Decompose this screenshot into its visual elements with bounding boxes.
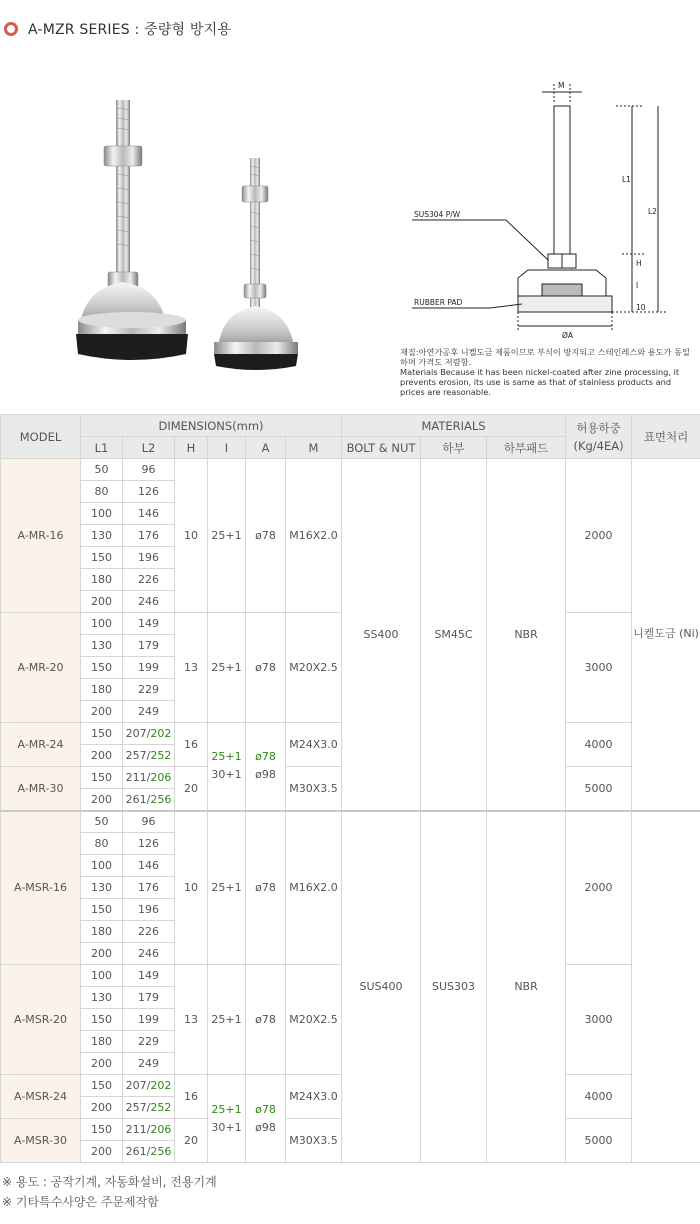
cell-l2: 126	[123, 833, 175, 855]
cell-l1: 150	[81, 547, 123, 569]
cell-l1: 50	[81, 811, 123, 833]
cell-l2: 146	[123, 503, 175, 525]
cell-model: A-MR-30	[1, 767, 81, 811]
cell-i: 25+1 30+1	[208, 723, 246, 811]
footnote-custom: ※ 기타특수사양은 주문제작함	[2, 1195, 159, 1209]
cell-model: A-MR-16	[1, 459, 81, 613]
cell-l2: 179	[123, 635, 175, 657]
cell-l1: 200	[81, 1141, 123, 1163]
drawing-label-sus: SUS304 P/W	[414, 210, 461, 219]
header-bolt: BOLT & NUT	[342, 437, 421, 459]
product-photo	[0, 62, 380, 392]
cell-l2: 226	[123, 921, 175, 943]
cell-h: 13	[175, 965, 208, 1075]
cell-model: A-MSR-20	[1, 965, 81, 1075]
cell-l2: 249	[123, 701, 175, 723]
cell-l2: 176	[123, 525, 175, 547]
cell-l1: 130	[81, 635, 123, 657]
cell-h: 20	[175, 767, 208, 811]
cell-l1: 200	[81, 591, 123, 613]
cell-l2: 211/206	[123, 1119, 175, 1141]
cell-l1: 150	[81, 657, 123, 679]
header-a: A	[246, 437, 286, 459]
cell-l2: 96	[123, 811, 175, 833]
cell-m: M30X3.5	[286, 767, 342, 811]
cell-i: 25+1 30+1	[208, 1075, 246, 1163]
drawing-label-h: H	[636, 259, 642, 268]
drawing-label-l1: L1	[622, 175, 631, 184]
cell-a: ø78	[246, 965, 286, 1075]
cell-surface-empty	[632, 811, 700, 1163]
cell-l1: 130	[81, 877, 123, 899]
cell-l1: 200	[81, 745, 123, 767]
cell-l2: 261/256	[123, 789, 175, 811]
material-note-en: Materials Because it has been nickel-coated after zine processing, it prevents erosion, its use is same as that of stainless products and prices are reasonable.	[400, 367, 680, 397]
cell-h: 20	[175, 1119, 208, 1163]
cell-pad: NBR	[487, 459, 566, 811]
cell-l2: 226	[123, 569, 175, 591]
cell-l2: 199	[123, 657, 175, 679]
cell-m: M20X2.5	[286, 965, 342, 1075]
cell-load: 5000	[566, 1119, 632, 1163]
cell-a: ø78 ø98	[246, 723, 286, 811]
cell-l2: 196	[123, 899, 175, 921]
cell-l2: 207/202	[123, 723, 175, 745]
drawing-label-rubber: RUBBER PAD	[414, 298, 463, 307]
material-note	[400, 347, 690, 397]
cell-m: M30X3.5	[286, 1119, 342, 1163]
footnotes	[2, 1172, 217, 1212]
cell-h: 13	[175, 613, 208, 723]
page-title: A-MZR SERIES : 중량형 방지용	[28, 22, 232, 38]
cell-a: ø78 ø98	[246, 1075, 286, 1163]
drawing-label-l2: L2	[648, 207, 657, 216]
cell-m: M16X2.0	[286, 459, 342, 613]
cell-l2: 229	[123, 1031, 175, 1053]
cell-l1: 50	[81, 459, 123, 481]
cell-model: A-MSR-24	[1, 1075, 81, 1119]
cell-l2: 146	[123, 855, 175, 877]
header-i: I	[208, 437, 246, 459]
cell-l1: 180	[81, 569, 123, 591]
cell-l1: 200	[81, 1097, 123, 1119]
cell-model: A-MR-24	[1, 723, 81, 767]
cell-l1: 200	[81, 1053, 123, 1075]
cell-l2: 149	[123, 613, 175, 635]
cell-m: M20X2.5	[286, 613, 342, 723]
cell-l2: 179	[123, 987, 175, 1009]
cell-l1: 100	[81, 965, 123, 987]
cell-l1: 180	[81, 921, 123, 943]
cell-l2: 257/252	[123, 745, 175, 767]
cell-a: ø78	[246, 613, 286, 723]
cell-l2: 249	[123, 1053, 175, 1075]
page-header	[0, 14, 231, 44]
cell-l2: 246	[123, 943, 175, 965]
material-note-ko: 재질:아연가공후 니켈도금 제품이므로 부식이 방지되고 스테인레스와 용도가 동일하며 가격도 저렴함.	[400, 347, 690, 367]
cell-l1: 100	[81, 855, 123, 877]
cell-l2: 229	[123, 679, 175, 701]
cell-h: 10	[175, 459, 208, 613]
cell-l1: 100	[81, 503, 123, 525]
header-l2: L2	[123, 437, 175, 459]
cell-m: M24X3.0	[286, 1075, 342, 1119]
cell-lower: SM45C	[421, 459, 487, 811]
cell-load: 4000	[566, 723, 632, 767]
header-surface: 표면처리	[632, 415, 700, 459]
cell-surface: 니켈도금 (Ni)	[632, 459, 700, 811]
header-pad: 하부패드	[487, 437, 566, 459]
cell-l1: 130	[81, 987, 123, 1009]
header-model: MODEL	[1, 415, 81, 459]
header-dimensions: DIMENSIONS(mm)	[81, 415, 342, 437]
cell-i: 25+1	[208, 459, 246, 613]
cell-bolt: SUS400	[342, 811, 421, 1163]
cell-h: 16	[175, 1075, 208, 1119]
cell-pad: NBR	[487, 811, 566, 1163]
cell-load: 5000	[566, 767, 632, 811]
cell-load: 2000	[566, 811, 632, 965]
cell-i: 25+1	[208, 613, 246, 723]
cell-i: 25+1	[208, 965, 246, 1075]
drawing-label-m: M	[558, 81, 565, 90]
cell-model: A-MSR-30	[1, 1119, 81, 1163]
cell-l1: 200	[81, 701, 123, 723]
cell-l2: 261/256	[123, 1141, 175, 1163]
cell-l2: 199	[123, 1009, 175, 1031]
table-row	[1, 811, 700, 833]
cell-l1: 130	[81, 525, 123, 547]
cell-a: ø78	[246, 459, 286, 613]
drawing-label-a: ØA	[562, 331, 574, 340]
cell-l1: 180	[81, 679, 123, 701]
cell-model: A-MR-20	[1, 613, 81, 723]
cell-load: 3000	[566, 613, 632, 723]
cell-model: A-MSR-16	[1, 811, 81, 965]
spec-table	[0, 414, 700, 1163]
cell-l1: 80	[81, 481, 123, 503]
cell-l2: 149	[123, 965, 175, 987]
cell-l2: 196	[123, 547, 175, 569]
cell-l2: 126	[123, 481, 175, 503]
cell-l1: 100	[81, 613, 123, 635]
circle-bullet-icon	[4, 22, 18, 36]
header-materials: MATERIALS	[342, 415, 566, 437]
header-m: M	[286, 437, 342, 459]
table-row	[1, 459, 700, 481]
cell-m: M16X2.0	[286, 811, 342, 965]
cell-l1: 150	[81, 1119, 123, 1141]
cell-l2: 207/202	[123, 1075, 175, 1097]
header-h: H	[175, 437, 208, 459]
cell-l2: 257/252	[123, 1097, 175, 1119]
cell-l1: 150	[81, 1009, 123, 1031]
cell-h: 10	[175, 811, 208, 965]
drawing-label-t: 10	[636, 303, 646, 312]
cell-l1: 150	[81, 723, 123, 745]
cell-l1: 150	[81, 1075, 123, 1097]
header-load: 허용하중 (Kg/4EA)	[566, 415, 632, 459]
cell-bolt: SS400	[342, 459, 421, 811]
footnote-usage: ※ 용도 : 공작기계, 자동화설비, 전용기계	[2, 1175, 217, 1189]
header-lower: 하부	[421, 437, 487, 459]
cell-l1: 150	[81, 899, 123, 921]
cell-load: 2000	[566, 459, 632, 613]
cell-i: 25+1	[208, 811, 246, 965]
header-l1: L1	[81, 437, 123, 459]
cell-l1: 200	[81, 943, 123, 965]
cell-l2: 96	[123, 459, 175, 481]
cell-l1: 200	[81, 789, 123, 811]
cell-a: ø78	[246, 811, 286, 965]
cell-l2: 211/206	[123, 767, 175, 789]
cell-l2: 176	[123, 877, 175, 899]
cell-l2: 246	[123, 591, 175, 613]
cell-load: 4000	[566, 1075, 632, 1119]
drawing-label-i: I	[636, 281, 639, 290]
cell-l1: 150	[81, 767, 123, 789]
cell-h: 16	[175, 723, 208, 767]
cell-lower: SUS303	[421, 811, 487, 1163]
cell-load: 3000	[566, 965, 632, 1075]
cell-m: M24X3.0	[286, 723, 342, 767]
cell-l1: 80	[81, 833, 123, 855]
spec-table-body	[1, 459, 700, 1163]
cell-l1: 180	[81, 1031, 123, 1053]
